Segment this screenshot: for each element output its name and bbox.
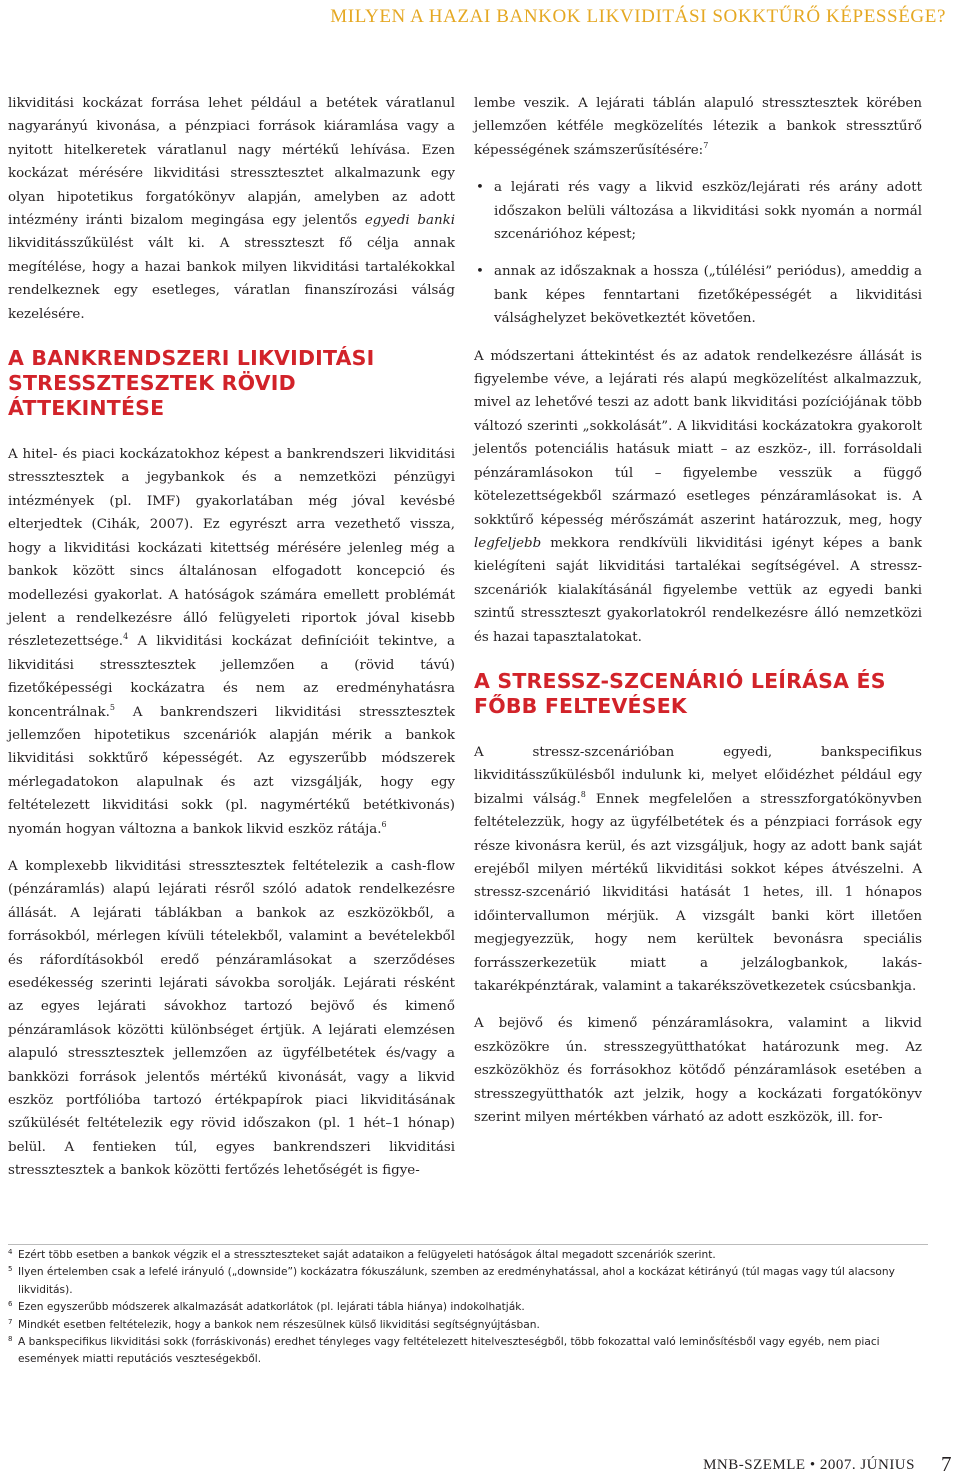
left-column — [8, 92, 455, 1183]
right-paragraph-2: A módszertani áttekintést és az adatok rendelkezésre állását is figyelembe véve, a lejárati rés alapú megközelítést alkalmazzuk, mivel az lehetővé teszi az adott bank likviditási pozíciójának több változó szerinti „sokkolását”. A likviditási kockázatokra gyakorolt jelentős potenciális hatásuk miatt – az eszköz-, ill. forrásoldali pénzáramlásokon túl – figyelembe vesszük a függő kötelezettségekből származó esetleges pénzáramlásokat is. A sokktűrő képesség mérőszámát aszerint határozzuk, meg, hogy legfeljebb mekkora rendkívüli likviditási igényt képes a bank kielégíteni saját likviditási tartalékai segítségével. A stressz-szcenáriók kialakításánál figyelembe vettük az egyedi banki szintű stresszteszt gyakorlatokról rendelkezésre álló nemzetközi és hazai tapasztalatokat. — [474, 348, 922, 645]
emphasis: egyedi banki — [364, 213, 455, 229]
emphasis: legfeljebb — [474, 535, 542, 551]
section-heading-overview: A BANKRENDSZERI LIKVIDITÁSI STRESSZTESZTEK RÖVID ÁTTEKINTÉSE — [8, 346, 375, 421]
right-paragraph-1: lembe veszik. A lejárati táblán alapuló stressztesztek körében jellemzően kétféle megközelítés létezik a bankok stressztűrő képességének számszerűsítésére:$^7$ — [474, 96, 922, 158]
left-paragraph-2: A hitel- és piaci kockázatokhoz képest a bankrendszeri likviditási stressztesztek a jegybankok és a nemzetközi pénzügyi intézmények (pl. IMF) gyakorlatában még jóval kevésbé elterjedtek (Cihák, 2007). Ez egyrészt arra vezethető vissza, hogy a likviditási kockázati kitettség mérésére jelenleg még a bankok között sincs általánosan elfogadott koncepció és modellezési gyakorlat. A hatóságok számára emellett problémát jelent a rendelkezésre álló felügyeleti riportok jóval kisebb részletezettsége.$^4$ A likviditási kockázat definícióit tekintve, a likviditási stressztesztek jellemzően a (rövid távú) fizetőképességi kockázatra és nem az eredményhatásra koncentrálnak.$^5$ A bankrendszeri likviditási stressztesztek jellemzően hipotetikus szcenáriók alapján mérik a bankok likviditási sokktűrő képességét. Az egyszerűbb módszerek mérlegadatokon alapulnak és azt vizsgálják, hogy egy feltételezett likviditási sokk (pl. nagymértékű betétkivonás) nyomán hogyan változna a bankok likvid eszköz rátája.$^6$ — [8, 447, 455, 837]
bullet-icon: • — [476, 264, 484, 280]
journal-issue: MNB-SZEMLE • 2007. JÚNIUS — [703, 1457, 915, 1473]
footnote-ref-7[interactable]: 7 — [703, 140, 709, 150]
right-paragraph-4: A bejövő és kimenő pénzáramlásokra, valamint a likvid eszközökre ún. stresszegyütthatókat határozunk meg. Az eszközökhöz és forrásokhoz kötődő pénzáramlások esetében a stresszegyütthatók azt jelzik, hogy a kockázati forgatókönyv szerint milyen mértékben várható az adott eszközök, ill. for- — [474, 1016, 922, 1126]
right-column — [474, 92, 922, 1129]
footnote-ref-8[interactable]: 8 — [580, 789, 586, 799]
list-item: • a lejárati rés vagy a likvid eszköz/lejárati rés arány adott időszakon belüli változása a likviditási sokk nyomán a normál szcenárióhoz képest; — [474, 176, 922, 246]
footnote-7: 7 Mindkét esetben feltételezik, hogy a bankok nem részesülnek külső likviditási segítségnyújtásban. — [8, 1317, 540, 1331]
running-head: MILYEN A HAZAI BANKOK LIKVIDITÁSI SOKKTŰRŐ KÉPESSÉGE? — [330, 6, 946, 27]
left-paragraph-3: A komplexebb likviditási stressztesztek feltételezik a cash-flow (pénzáramlás) alapú lejárati résről szóló adatok rendelkezésre állását. A lejárati táblákban a bankok az eszközökből, a forrásokból, mérlegen kívüli tételekből, valamint a bevételekből és ráfordításokból eredő pénzáramlásokat a szerződéses esedékesség szerinti lejárati sávokba sorolják. Lejárati résként az egyes lejárati sávokhoz tartozó bejövő és kimenő pénzáramlások közötti különbséget értjük. A lejárati elemzésen alapuló stressztesztek jellemzően az ügyfélbetétek és/vagy a bankközi források jelentős mértékű kivonását, vagy a likvid eszköz portfólióba tartozó értékpapírok piaci likviditásának szűkülését feltételezik egy rövid időszakon (pl. 1 hét–1 hónap) belül. A fentieken túl, egyes bankrendszeri likviditási stressztesztek a bankok közötti fertőzés lehetőségét is figye- — [8, 858, 455, 1179]
footnote-8: 8 A bankspecifikus likviditási sokk (forráskivonás) eredhet tényleges vagy feltételezett hitelveszteségből, több fokozattal való leminősítésből vagy egyéb, nem piaci események miatti reputációs veszteségekből. — [8, 1335, 880, 1366]
left-paragraph-1: likviditási kockázat forrása lehet például a betétek váratlanul nagyarányú kivonása, a pénzpiaci források kiáramlása vagy a nyitott hitelkeretek váratlanul nagy mértékű lehívása. Ezen kockázat mérésére likviditási stressztesztet alkalmazunk egy olyan hipotetikus forgatókönyv alapján, amelyben az adott intézmény iránti bizalom megingása egy jelentős egyedi banki likviditásszűkülést vált ki. A stresszteszt fő célja annak megítélése, hogy a hazai bankok milyen likviditási tartalékokkal rendelkeznek egy esetleges, váratlan finanszírozási válság kezelésére. — [8, 96, 455, 322]
right-paragraph-3: A stressz-szcenárióban egyedi, bankspecifikus likviditásszűkülésből indulunk ki, melyet előidézhet például egy bizalmi válság.$^8$ Ennek megfelelően a stresszforgatókönyvben feltételezzük, hogy az ügyfélbetétek és a pénzpiaci források egy része kivonásra kerül, és azt vizsgáljuk, hogy az adott bank saját erejéből milyen mértékű likviditási sokkot képes átvészelni. A stressz-szcenárió likviditási hatását 1 hetes, ill. 1 hónapos időintervallumon mérjük. A vizsgált banki kört illetően megjegyezzük, hogy nem kerültek bevonásra speciális forrásszerkezetük miatt a jelzálogbankok, lakás-takarékpénztárak, valamint a takarékszövetkezetek csúcsbankja. — [474, 744, 922, 994]
footnote-5: 5 Ilyen értelemben csak a lefelé irányuló („downside”) kockázatra fókuszálunk, szemben az eredményhatással, ahol a kockázat kétirányú (túl magas vagy túl alacsony likviditás). — [8, 1265, 895, 1296]
approach-list — [474, 176, 922, 330]
page-number: 7 — [941, 1452, 952, 1476]
footnote-ref-6[interactable]: 6 — [381, 819, 387, 829]
footnote-ref-4[interactable]: 4 — [123, 632, 129, 642]
footnote-6: 6 Ezen egyszerűbb módszerek alkalmazását adatkorlátok (pl. lejárati tábla hiánya) indokolhatják. — [8, 1300, 525, 1314]
page-footer — [703, 1452, 952, 1477]
list-item: • annak az időszaknak a hossza („túlélési” periódus), ameddig a bank képes fenntartani fizetőképességét a likviditási válsághelyzet bekövetkeztét követően. — [474, 260, 922, 330]
section-heading-scenario: A STRESSZ-SZCENÁRIÓ LEÍRÁSA ÉS FŐBB FELTEVÉSEK — [474, 668, 886, 718]
bullet-icon: • — [476, 180, 484, 196]
footnote-ref-5[interactable]: 5 — [109, 702, 115, 712]
footnote-4: 4 Ezért több esetben a bankok végzik el a stresszteszteket saját adataikon a felügyeleti hatóságok által megadott szcenáriók szerint. — [8, 1248, 716, 1261]
footnotes — [8, 1244, 928, 1369]
